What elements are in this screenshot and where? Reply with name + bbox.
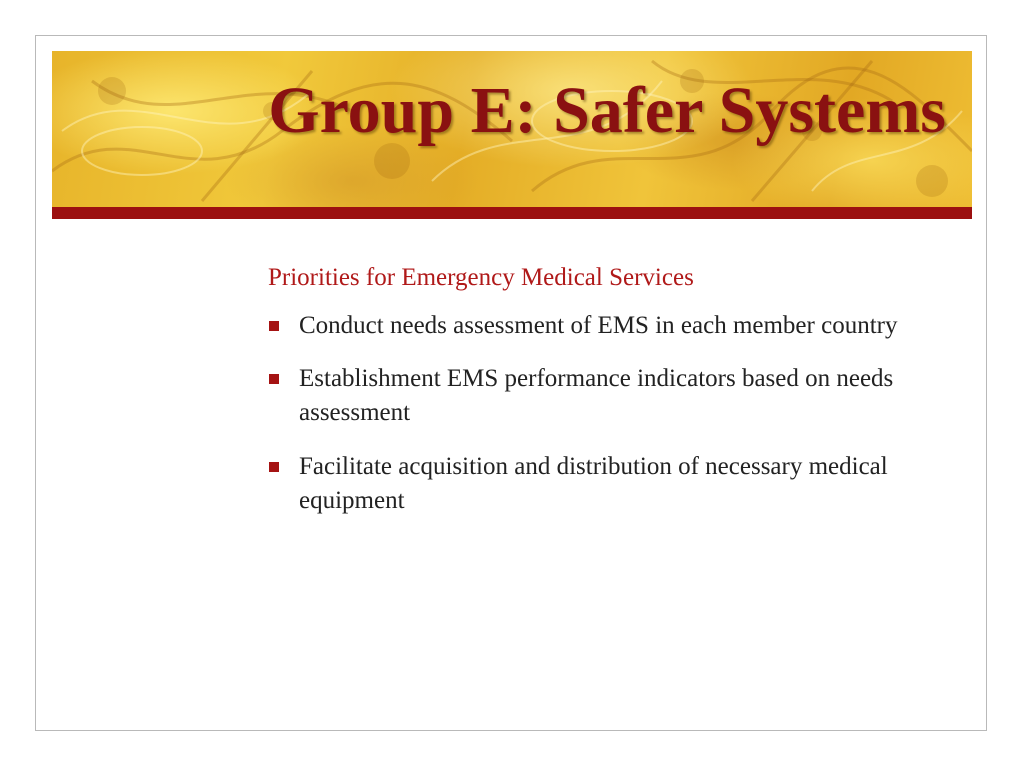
square-bullet-icon (269, 321, 279, 331)
bullet-item (268, 309, 958, 343)
square-bullet-icon (269, 374, 279, 384)
slide-title: Group E: Safer Systems (268, 74, 946, 147)
bullet-item (268, 362, 958, 430)
bullet-item (268, 450, 958, 518)
square-bullet-icon (269, 462, 279, 472)
subheading: Priorities for Emergency Medical Services (268, 264, 694, 291)
bullet-text: Establishment EMS performance indicators based on needs assessment (299, 365, 894, 426)
title-banner (52, 51, 972, 207)
bullet-text: Facilitate acquisition and distribution of necessary medical equipment (299, 452, 888, 514)
title-underline-bar (52, 207, 972, 219)
bullet-text: Conduct needs assessment of EMS in each member country (299, 311, 898, 339)
bullet-list (268, 309, 958, 518)
slide-content (268, 262, 958, 537)
